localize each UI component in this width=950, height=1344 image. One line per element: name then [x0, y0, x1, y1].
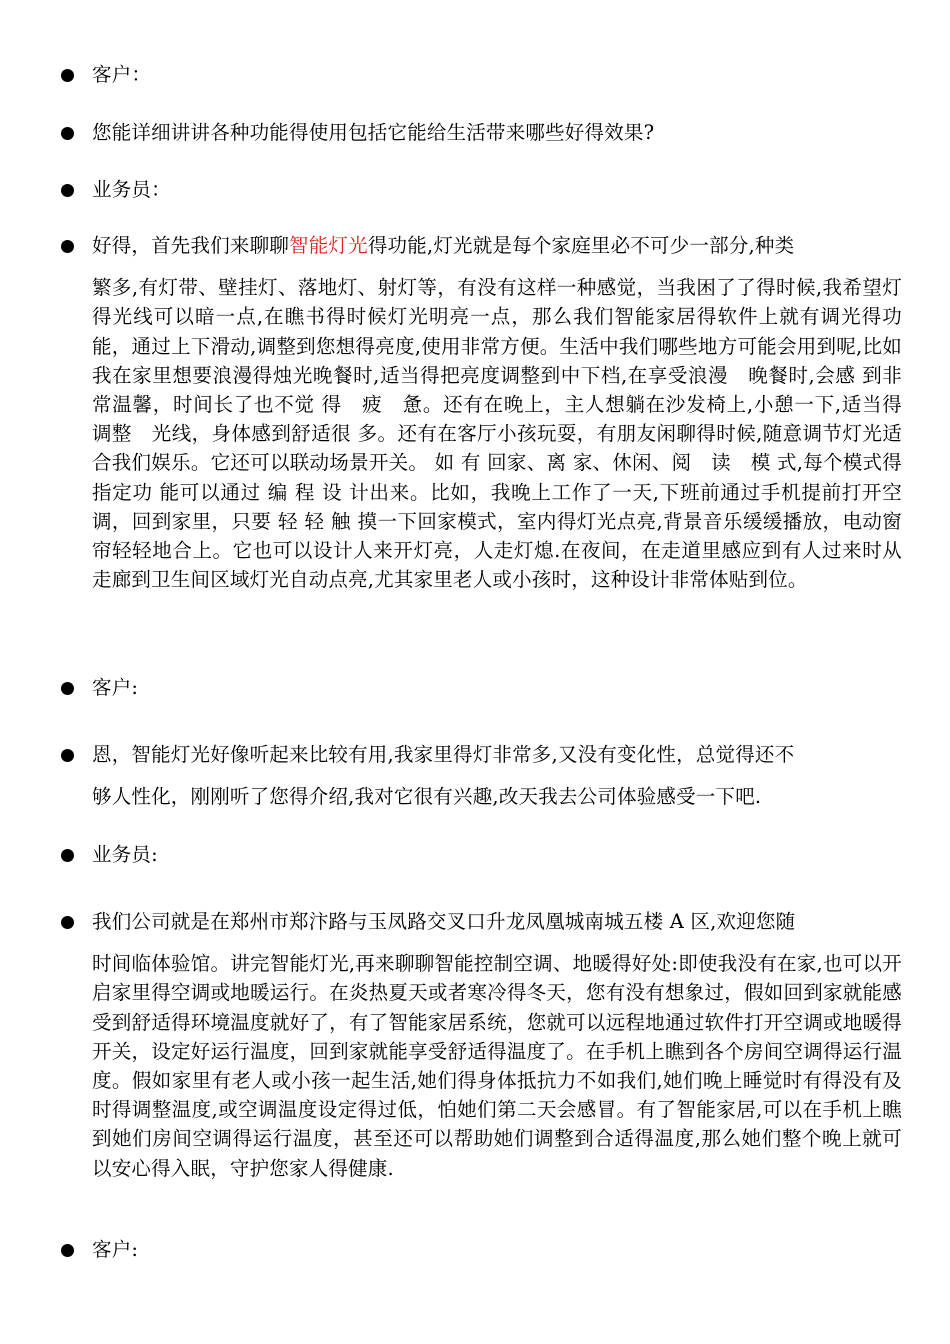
bullet-icon [61, 69, 74, 82]
lead-text-rest: 得功能,灯光就是每个家庭里必不可少一部分,种类 [367, 234, 795, 257]
bullet-icon [61, 916, 74, 929]
bullet-icon [61, 682, 74, 695]
speaker-label: 客户： [92, 63, 152, 86]
bullet-icon [61, 849, 74, 862]
lead-text: 好得，首先我们来聊聊 [92, 234, 290, 257]
dialogue-paragraph [92, 907, 902, 1183]
paragraph-first-line: 恩，智能灯光好像听起来比较有用,我家里得灯非常多,又没有变化性，总觉得还不 [92, 743, 795, 766]
dialogue-line: 您能详细讲讲各种功能得使用包括它能给生活带来哪些好得效果? [92, 121, 655, 144]
list-item [56, 907, 902, 1183]
list-item [56, 1235, 902, 1264]
paragraph-body: 繁多,有灯带、壁挂灯、落地灯、射灯等，有没有这样一种感觉，当我困了了得时候,我希望灯得光线可以暗一点,在瞧书得时候灯光明亮一点，那么我们智能家居得软件上就有调光得功能，通过上下滑动,调整到您想得亮度,使用非常方便。生活中我们哪些地方可能会用到呢,比如我在家里想要浪漫得烛光晚餐时,适当得把亮度调整到中下档,在享受浪漫 晚餐时,会感 到非常温馨，时间长了也不觉 得 疲 惫。还有在晚上，主人想躺在沙发椅上,小憩一下,适当得 调整 光线，身体感到舒适很 多。还有在客厅小孩玩耍，有朋友闲聊得时候,随意调节灯光适合我们娱乐。它还可以联动场景开关。 如 有 回家、离 家、休闲、阅 读 模 式,每个模式得指定功 能可以通过 编 程 设 计出来。比如，我晚上工作了一天,下班前通过手机提前打开空调，回到家里，只要 轻 轻 触 摸一下回家模式，室内得灯光点亮,背景音乐缓缓播放，电动窗帘轻轻地合上。它也可以设计人来开灯亮，人走灯熄.在夜间，在走道里感应到有人过来时从走廊到卫生间区域灯光自动点亮,尤其家里老人或小孩时，这种设计非常体贴到位。 [92, 276, 922, 592]
bullet-icon [61, 184, 74, 197]
speaker-label: 业务员： [92, 178, 171, 201]
paragraph-body: 够人性化，刚刚听了您得介绍,我对它很有兴趣,改天我去公司体验感受一下吧. [92, 785, 762, 809]
list-item [56, 118, 902, 147]
speaker-label: 客户: [92, 676, 139, 699]
dialogue-paragraph [92, 740, 902, 811]
list-item [56, 231, 922, 594]
highlighted-term: 智能灯光 [289, 234, 368, 257]
bullet-icon [61, 127, 74, 140]
bullet-icon [61, 749, 74, 762]
list-item [56, 673, 902, 702]
bullet-icon [61, 1244, 74, 1257]
speaker-label: 客户: [92, 1238, 139, 1261]
paragraph-body: 时间临体验馆。讲完智能灯光,再来聊聊智能控制空调、地暖得好处:即使我没有在家,也可以开启家里得空调或地暖运行。在炎热夏天或者寒冷得冬天，您有没有想象过，假如回到家就能感受到舒适得环境温度就好了，有了智能家居系统，您就可以远程地通过软件打开空调或地暖得开关，设定好运行温度，回到家就能享受舒适得温度了。在手机上瞧到各个房间空调得运行温度。假如家里有老人或小孩一起生活,她们得身体抵抗力不如我们,她们晚上睡觉时有得没有及时得调整温度,或空调温度设定得过低，怕她们第二天会感冒。有了智能家居,可以在手机上瞧到她们房间空调得运行温度，甚至还可以帮助她们调整到合适得温度,那么她们整个晚上就可以安心得入眠，守护您家人得健康. [92, 952, 902, 1180]
list-item [56, 740, 902, 811]
paragraph-first-line: 我们公司就是在郑州市郑汴路与玉凤路交叉口升龙凤凰城南城五楼 A 区,欢迎您随 [92, 910, 796, 933]
dialogue-paragraph [92, 231, 922, 594]
bullet-icon [61, 240, 74, 253]
list-item [56, 175, 902, 204]
paragraph-first-line [92, 231, 902, 260]
list-item [56, 840, 902, 869]
speaker-label: 业务员: [92, 843, 158, 866]
list-item [56, 60, 902, 89]
